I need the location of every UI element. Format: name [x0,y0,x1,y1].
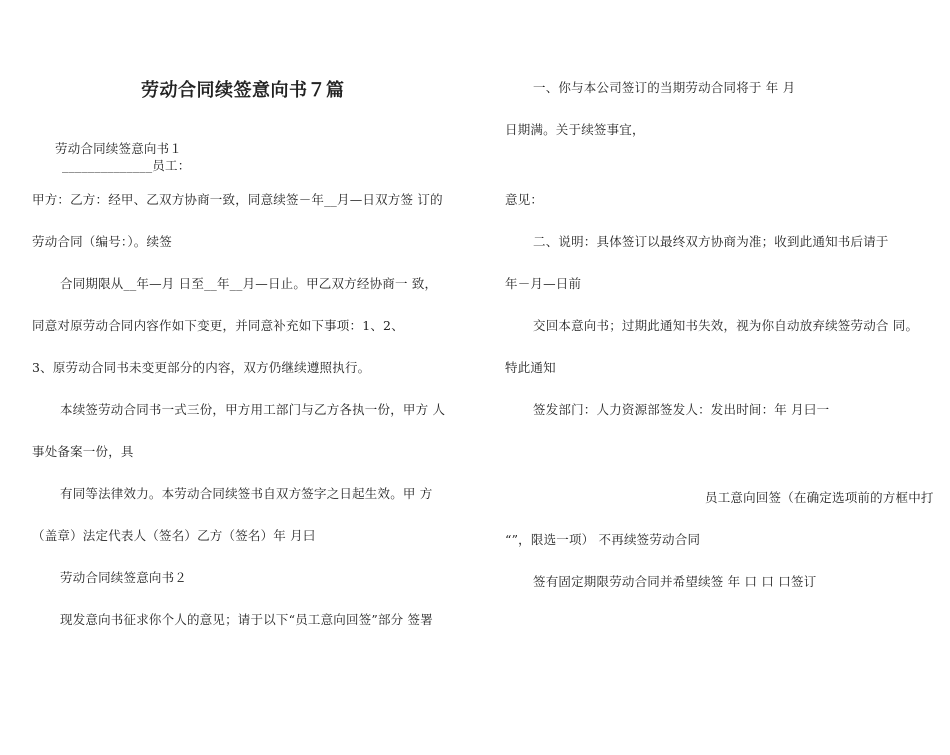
paragraph-line: 年－月—日前 [505,276,582,291]
paragraph-line: （盖章）法定代表人（签名）乙方（签名）年 月曰 [32,528,316,543]
paragraph-line: 有同等法律效力。本劳动合同续签书自双方签字之日起生效。甲 方 [60,486,433,501]
paragraph-line: 签有固定期限劳动合同并希望续签 年 口 口 口签订 [533,574,817,589]
paragraph-line: 一、你与本公司签订的当期劳动合同将于 年 月 [533,80,796,95]
paragraph-line: 本续签劳动合同书一式三份，甲方用工部门与乙方各执一份，甲方 人 [60,402,446,417]
paragraph-line: 劳动合同（编号：）。续签 [32,234,172,249]
paragraph-line: 现发意向书征求你个人的意见；请于以下“员工意向回签”部分 签署 [60,612,433,627]
employee-line: ______________员工： [62,158,191,173]
paragraph-line: 甲方：乙方：经甲、乙双方协商一致，同意续签－年__月—日双方签 订的 [32,192,443,207]
paragraph-line: 签发部门：人力资源部签发人：发出时间：年 月曰一 [533,402,830,417]
paragraph-line: 日期满。关于续签事宜， [505,122,645,137]
paragraph-line: 员工意向回签（在确定选项前的方框中打 [705,490,934,505]
document-title: 劳动合同续签意向书７篇 [141,80,345,101]
paragraph-line: 特此通知 [505,360,556,375]
paragraph-line: 3、原劳动合同书未变更部分的内容，双方仍继续遵照执行。 [32,360,371,375]
paragraph-line: 事处备案一份，具 [32,444,134,459]
paragraph-line: 同意对原劳动合同内容作如下变更，并同意补充如下事项：1、2、 [32,318,404,333]
paragraph-line: “”，限选一项） 不再续签劳动合同 [505,532,701,547]
paragraph-line: 交回本意向书；过期此通知书失效，视为你自动放弃续签劳动合 同。 [533,318,919,333]
section-heading-2: 劳动合同续签意向书２ [60,570,188,585]
section-heading-1: 劳动合同续签意向书１ [55,141,183,156]
paragraph-line: 意见： [505,192,544,207]
paragraph-line: 二、说明：具体签订以最终双方协商为准；收到此通知书后请于 [533,234,889,249]
paragraph-line: 合同期限从__年—月 日至__年__月—日止。甲乙双方经协商一 致， [60,276,438,291]
